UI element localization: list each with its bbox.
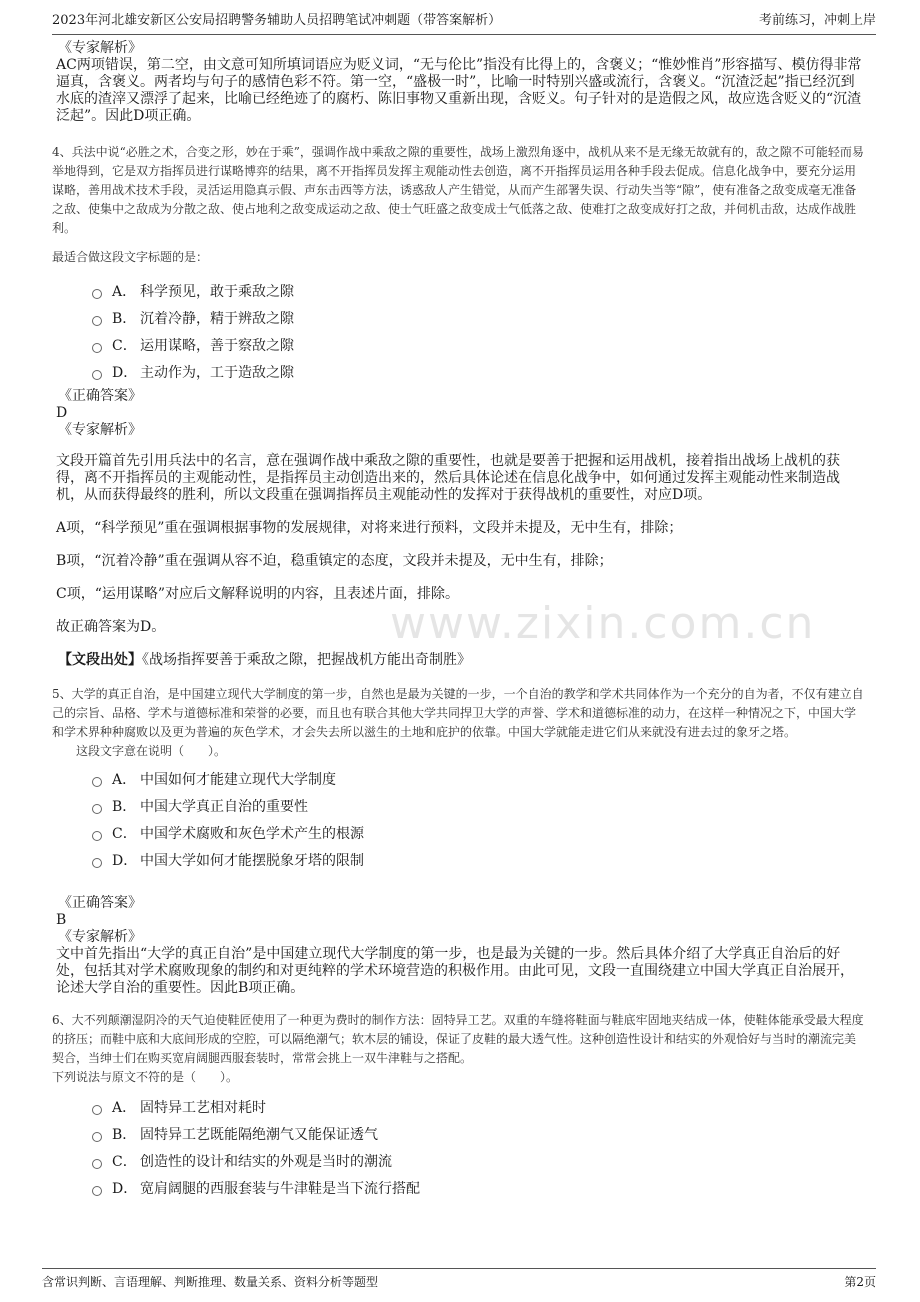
answer-tag: 《正确答案》	[58, 895, 142, 911]
page-header	[52, 8, 876, 35]
question-prompt: 这段文字意在说明（ ）。	[76, 744, 227, 758]
analysis-text: A项，“科学预见”重在强调根据事物的发展规律，对将来进行预料，文段并未提及，无中生有，排除；	[56, 520, 683, 536]
question-stem: 6、大不列颠潮湿阴冷的天气迫使鞋匠使用了一种更为费时的制作方法：固特异工艺。双重的车缝将鞋面与鞋底牢固地夹结成一体，使鞋体能承受最大程度的挤压；而鞋中底和大底间形成的空腔，可以隔绝潮气；软木层的铺设，保证了皮鞋的最大透气性。这种创造性设计和结实的外观恰好与当时的潮流完美契合，当绅士们在购买宽肩阔腿西服套装时，常常会挑上一双牛津鞋与之搭配。	[52, 1013, 864, 1065]
document-title: 2023年河北雄安新区公安局招聘警务辅助人员招聘笔试冲刺题（带答案解析）	[52, 13, 502, 28]
question-prompt: 最适合做这段文字标题的是：	[52, 250, 209, 264]
option-b[interactable]: B． 固特异工艺既能隔绝潮气又能保证透气	[92, 1120, 866, 1147]
analysis-tag: 《专家解析》	[58, 929, 142, 945]
question-stem: 4、兵法中说“必胜之术，合变之形，妙在于乘”，强调作战中乘敌之隙的重要性，战场上激烈角逐中，战机从来不是无缘无故就有的，敌之隙不可能轻而易举地得到，它是双方指挥员进行谋略博弈的结果，离不开指挥员发挥主观能动性去创造，离不开指挥员运用各种手段去促成。信息化战争中，要充分运用谋略，善用战术技术手段，灵活运用隐真示假、声东击西等方法，诱惑敌人产生错觉，从而产生部署失误、行动失当等“隙”，使有准备之敌变成毫无准备之敌、使集中之敌成为分散之敌、使占地利之敌变成运动之敌、使士气旺盛之敌变成士气低落之敌、使难打之敌变成好打之敌，并伺机击敌，达成作战胜利。	[52, 145, 864, 235]
analysis-tag: 《专家解析》	[58, 40, 142, 56]
header-slogan: 考前练习，冲刺上岸	[758, 13, 876, 28]
source-label: 【文段出处】	[58, 652, 142, 668]
option-text: 中国如何才能建立现代大学制度	[140, 771, 336, 788]
option-list	[92, 1093, 866, 1201]
option-text: 中国大学如何才能摆脱象牙塔的限制	[140, 852, 364, 869]
radio-icon[interactable]	[92, 289, 102, 299]
option-list	[92, 277, 866, 385]
option-a[interactable]: A． 中国如何才能建立现代大学制度	[92, 765, 866, 792]
radio-icon[interactable]	[92, 831, 102, 841]
footer-categories: 含常识判断、言语理解、判断推理、数量关系、资料分析等题型	[42, 1275, 379, 1289]
option-a[interactable]: A． 固特异工艺相对耗时	[92, 1093, 866, 1120]
question-stem: 5、大学的真正自治，是中国建立现代大学制度的第一步，自然也是最为关键的一步，一个自治的教学和学术共同体作为一个充分的自为者，不仅有建立自己的宗旨、品格、学术与道德标准和荣誉的必要，而且也有联合其他大学共同捍卫大学的声誉、学术和道德标准的动力，在这样一种情况之下，中国大学和学术界种种腐败以及更为普遍的灰色学术，才会失去所以滋生的土地和庇护的依靠。中国大学就能走进它们从来就没有进去过的象牙之塔。	[52, 687, 864, 739]
answer-tag: 《正确答案》	[58, 388, 142, 404]
radio-icon[interactable]	[92, 1132, 102, 1142]
option-text: 沉着冷静，精于辨敌之隙	[140, 310, 294, 327]
option-b[interactable]: B． 中国大学真正自治的重要性	[92, 792, 866, 819]
option-text: 运用谋略，善于察敌之隙	[140, 337, 294, 354]
option-text: 科学预见，敢于乘敌之隙	[140, 283, 294, 300]
radio-icon[interactable]	[92, 316, 102, 326]
option-c[interactable]: C． 创造性的设计和结实的外观是当时的潮流	[92, 1147, 866, 1174]
radio-icon[interactable]	[92, 343, 102, 353]
analysis-text: 故正确答案为D。	[56, 619, 166, 635]
answer-value: D	[56, 405, 68, 421]
analysis-tag: 《专家解析》	[58, 422, 142, 438]
option-d[interactable]: D． 中国大学如何才能摆脱象牙塔的限制	[92, 846, 866, 873]
source-title: 《战场指挥要善于乘敌之隙，把握战机方能出奇制胜》	[142, 652, 471, 668]
radio-icon[interactable]	[92, 804, 102, 814]
page-number: 第2页	[844, 1275, 876, 1289]
analysis-text: 文中首先指出“大学的真正自治”是中国建立现代大学制度的第一步，也是最为关键的一步。然后具体介绍了大学真正自治后的好处，包括其对学术腐败现象的制约和对更纯粹的学术环境营造的积极作用。由此可见，文段一直围绕建立中国大学真正自治展开，论述大学自治的重要性。因此B项正确。	[56, 946, 854, 996]
option-text: 中国学术腐败和灰色学术产生的根源	[140, 825, 364, 842]
option-text: 固特异工艺相对耗时	[140, 1099, 266, 1116]
option-b[interactable]: B． 沉着冷静，精于辨敌之隙	[92, 304, 866, 331]
option-c[interactable]: C． 中国学术腐败和灰色学术产生的根源	[92, 819, 866, 846]
option-list	[92, 765, 866, 873]
radio-icon[interactable]	[92, 370, 102, 380]
source-line	[58, 652, 866, 669]
radio-icon[interactable]	[92, 1186, 102, 1196]
option-c[interactable]: C． 运用谋略，善于察敌之隙	[92, 331, 866, 358]
analysis-text: B项，“沉着冷静”重在强调从容不迫，稳重镇定的态度，文段并未提及，无中生有，排除；	[56, 553, 613, 569]
option-d[interactable]: D． 宽肩阔腿的西服套装与牛津鞋是当下流行搭配	[92, 1174, 866, 1201]
question-prompt: 下列说法与原文不符的是（ ）。	[52, 1070, 239, 1084]
option-text: 主动作为，工于造敌之隙	[140, 364, 294, 381]
analysis-text: 文段开篇首先引用兵法中的名言，意在强调作战中乘敌之隙的重要性，也就是要善于把握和运用战机，接着指出战场上战机的获得，离不开指挥员的主观能动性，是指挥员主动创造出来的，然后具体论述在信息化战争中，如何通过发挥主观能动性来制造战机，从而获得最终的胜利，所以文段重在强调指挥员主观能动性的发挥对于获得战机的重要性，对应D项。	[56, 453, 840, 503]
radio-icon[interactable]	[92, 858, 102, 868]
option-text: 宽肩阔腿的西服套装与牛津鞋是当下流行搭配	[140, 1180, 420, 1197]
option-d[interactable]: D． 主动作为，工于造敌之隙	[92, 358, 866, 385]
option-text: 固特异工艺既能隔绝潮气又能保证透气	[140, 1126, 378, 1143]
radio-icon[interactable]	[92, 777, 102, 787]
analysis-text: C项，“运用谋略”对应后文解释说明的内容，且表述片面，排除。	[56, 586, 460, 602]
page-content	[54, 40, 866, 1201]
option-a[interactable]: A． 科学预见，敢于乘敌之隙	[92, 277, 866, 304]
watermark: www.zixin.com.cn	[390, 598, 816, 649]
option-text: 创造性的设计和结实的外观是当时的潮流	[140, 1153, 392, 1170]
radio-icon[interactable]	[92, 1105, 102, 1115]
radio-icon[interactable]	[92, 1159, 102, 1169]
answer-value: B	[56, 912, 67, 928]
page-footer	[42, 1268, 876, 1293]
option-text: 中国大学真正自治的重要性	[140, 798, 308, 815]
analysis-text: AC两项错误，第二空，由文意可知所填词语应为贬义词，“无与伦比”指没有比得上的，含褒义；“惟妙惟肖”形容描写、模仿得非常逼真，含褒义。两者均与句子的感情色彩不符。第一空，“盛极一时”，比喻一时特别兴盛或流行，含褒义。“沉渣泛起”指已经沉到水底的渣滓又漂浮了起来，比喻已经绝迹了的腐朽、陈旧事物又重新出现，含贬义。句子针对的是造假之风，故应选含贬义的“沉渣泛起”。因此D项正确。	[56, 57, 862, 124]
